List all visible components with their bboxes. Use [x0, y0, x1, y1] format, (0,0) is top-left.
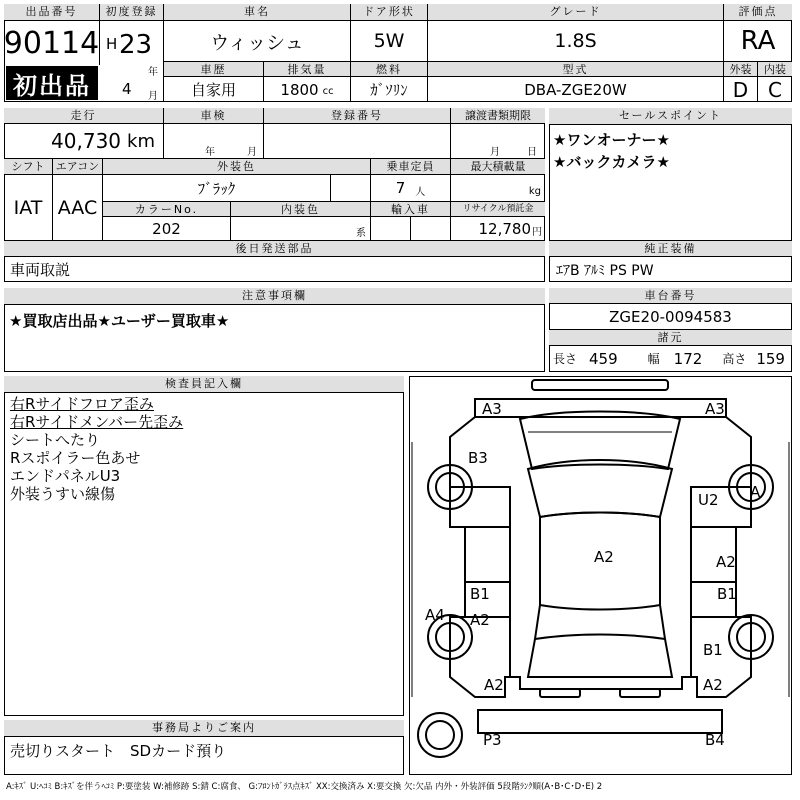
inspector-label: 検査員記入欄 — [4, 376, 404, 393]
damage-mark: A4 — [425, 606, 445, 624]
first-reg-era: H — [106, 35, 118, 53]
sales-point-item: ★バックカメラ★ — [553, 153, 670, 171]
history-value: 自家用 — [164, 77, 264, 102]
interior-color-cell — [231, 217, 371, 241]
interior-grade-label: 内装 — [758, 62, 792, 77]
chassis-label: 車台番号 — [549, 288, 792, 304]
color-extra-cell — [331, 175, 371, 202]
shift-label: シフト — [4, 159, 53, 175]
damage-mark: U2 — [698, 491, 719, 509]
reg-no-label: 登録番号 — [264, 108, 451, 124]
damage-mark: B1 — [470, 585, 490, 603]
height-label: 高さ — [722, 352, 747, 366]
exterior-grade: D — [724, 77, 758, 102]
damage-mark: B4 — [705, 731, 725, 749]
door-label: ドア形状 — [351, 4, 428, 21]
fuel-value: ｶﾞｿﾘﾝ — [351, 77, 428, 102]
score-value: RA — [724, 21, 792, 62]
import-cell-b — [411, 217, 451, 241]
reg-no-cell — [264, 124, 451, 159]
shift-value: IAT — [4, 175, 53, 241]
dimensions-row — [553, 346, 789, 371]
color-no-label: カラーNo. — [103, 202, 231, 217]
recycle-value: 12,780 — [478, 219, 531, 238]
capacity-value: 7 — [395, 179, 406, 197]
mileage-cell — [4, 124, 164, 159]
displacement-label: 排気量 — [264, 62, 351, 77]
length-value: 459 — [589, 349, 618, 368]
fuel-label: 燃料 — [351, 62, 428, 77]
car-outline-svg — [410, 377, 791, 774]
office-text: 売切りスタート SDカード預り — [10, 742, 227, 760]
width-label: 幅 — [647, 352, 660, 366]
notes-label: 注意事項欄 — [4, 288, 545, 305]
import-cell-a — [371, 217, 411, 241]
color-no-value: 202 — [103, 217, 231, 241]
first-reg-year-unit: 年 — [148, 67, 158, 78]
sales-points-label: セールスポイント — [549, 108, 792, 125]
notes-text: ★買取店出品★ユーザー買取車★ — [9, 312, 230, 330]
transfer-label: 譲渡書類期限 — [451, 108, 545, 124]
damage-mark: A3 — [482, 400, 502, 418]
inspector-line: 右Rサイドフロア歪み — [10, 395, 154, 413]
grade-value: 1.8S — [428, 21, 724, 62]
length-label: 長さ — [553, 352, 578, 366]
sales-points-section — [549, 108, 792, 241]
mileage-unit: km — [127, 130, 155, 152]
mileage-label: 走行 — [4, 108, 164, 124]
later-parts-value: 車両取説 — [10, 261, 71, 279]
height-value: 159 — [756, 349, 785, 368]
inspector-line: エンドパネルU3 — [10, 467, 121, 485]
lot-number-label: 出品番号 — [4, 4, 100, 21]
first-reg-month: 4 — [122, 80, 132, 98]
equipment-label: 純正装備 — [549, 241, 792, 257]
model-label: 型式 — [428, 62, 724, 77]
ac-label: エアコン — [53, 159, 103, 175]
lot-number: 90114 — [4, 21, 100, 65]
load-unit: kg — [528, 185, 541, 197]
office-label: 事務局よりご案内 — [4, 720, 404, 737]
damage-mark: B1 — [703, 641, 723, 659]
damage-mark: A2 — [716, 553, 736, 571]
damage-mark: B3 — [468, 449, 488, 467]
damage-mark: A2 — [594, 548, 614, 566]
inspection-month-unit: 月 — [247, 147, 257, 158]
interior-color-label: 内装色 — [231, 202, 371, 217]
damage-mark: A2 — [703, 676, 723, 694]
width-value: 172 — [673, 349, 703, 368]
recycle-label: リサイクル預託金 — [451, 202, 545, 217]
chassis-value: ZGE20-0094583 — [549, 304, 792, 330]
door-value: 5W — [351, 21, 428, 62]
grade-label: グレード — [428, 4, 724, 21]
sales-point-item: ★ワンオーナー★ — [553, 131, 670, 149]
car-name: ウィッシュ — [164, 21, 351, 62]
damage-diagram — [409, 376, 792, 775]
load-label: 最大積載量 — [451, 159, 545, 175]
damage-mark: A3 — [705, 400, 725, 418]
inspection-year-unit: 年 — [205, 147, 215, 158]
recycle-unit: 円 — [532, 227, 542, 238]
displacement-value: 1800 — [280, 80, 319, 99]
first-reg-month-unit: 月 — [148, 91, 158, 102]
capacity-unit: 人 — [415, 186, 426, 198]
interior-color-unit: 系 — [356, 228, 366, 239]
damage-mark: P3 — [483, 731, 502, 749]
capacity-label: 乗車定員 — [371, 159, 451, 175]
dimensions-label: 諸元 — [549, 330, 792, 346]
inspector-line: 右Rサイドメンバー先歪み — [10, 413, 184, 431]
damage-mark: A — [750, 483, 761, 501]
ac-value: AAC — [53, 175, 103, 241]
damage-mark: A2 — [470, 611, 490, 629]
capacity-cell — [371, 175, 451, 202]
inspector-line: 外装うすい線傷 — [10, 485, 116, 503]
import-label: 輸入車 — [371, 202, 451, 217]
first-reg-label: 初度登録 — [100, 4, 164, 21]
color-label: 外装色 — [103, 159, 371, 175]
score-label: 評価点 — [724, 4, 792, 21]
legend-text: A:ｷｽﾞ U:ﾍｺﾐ B:ｷｽﾞを伴うﾍｺﾐ P:要塗装 W:補修跡 S:錆 C:腐食、 G:ﾌﾛﾝﾄｶﾞﾗｽ点ｷｽﾞ XX:交換済み X:要交換 欠:欠品 内外・外装評価 5段階ﾗﾝｸ順(A･B･C･D･E) 2 — [6, 782, 603, 792]
inspector-line: シートへたり — [10, 431, 101, 449]
recycle-cell — [451, 217, 545, 241]
inspector-line: Rスポイラー色あせ — [10, 449, 141, 467]
first-listing-badge: 初出品 — [6, 66, 98, 100]
inspector-lines — [10, 395, 183, 503]
transfer-month-unit: 月 — [490, 147, 500, 158]
interior-grade: C — [768, 77, 782, 102]
exterior-grade-label: 外装 — [724, 62, 758, 77]
first-reg-year: 23 — [119, 30, 153, 60]
damage-mark: B1 — [717, 585, 737, 603]
later-parts-label: 後日発送部品 — [4, 241, 545, 257]
equipment-value: ｴｱB ｱﾙﾐ PS PW — [556, 263, 654, 279]
inspection-label: 車検 — [164, 108, 264, 124]
transfer-day-unit: 日 — [527, 147, 537, 158]
damage-mark: A2 — [484, 676, 504, 694]
color-value: ﾌﾞﾗｯｸ — [103, 175, 331, 202]
mileage-value: 40,730 — [51, 129, 122, 153]
model-value: DBA-ZGE20W — [428, 77, 724, 102]
car-name-label: 車名 — [164, 4, 351, 21]
history-label: 車歴 — [164, 62, 264, 77]
displacement-cell — [264, 77, 351, 102]
displacement-unit: cc — [322, 86, 334, 97]
load-cell — [451, 175, 545, 202]
